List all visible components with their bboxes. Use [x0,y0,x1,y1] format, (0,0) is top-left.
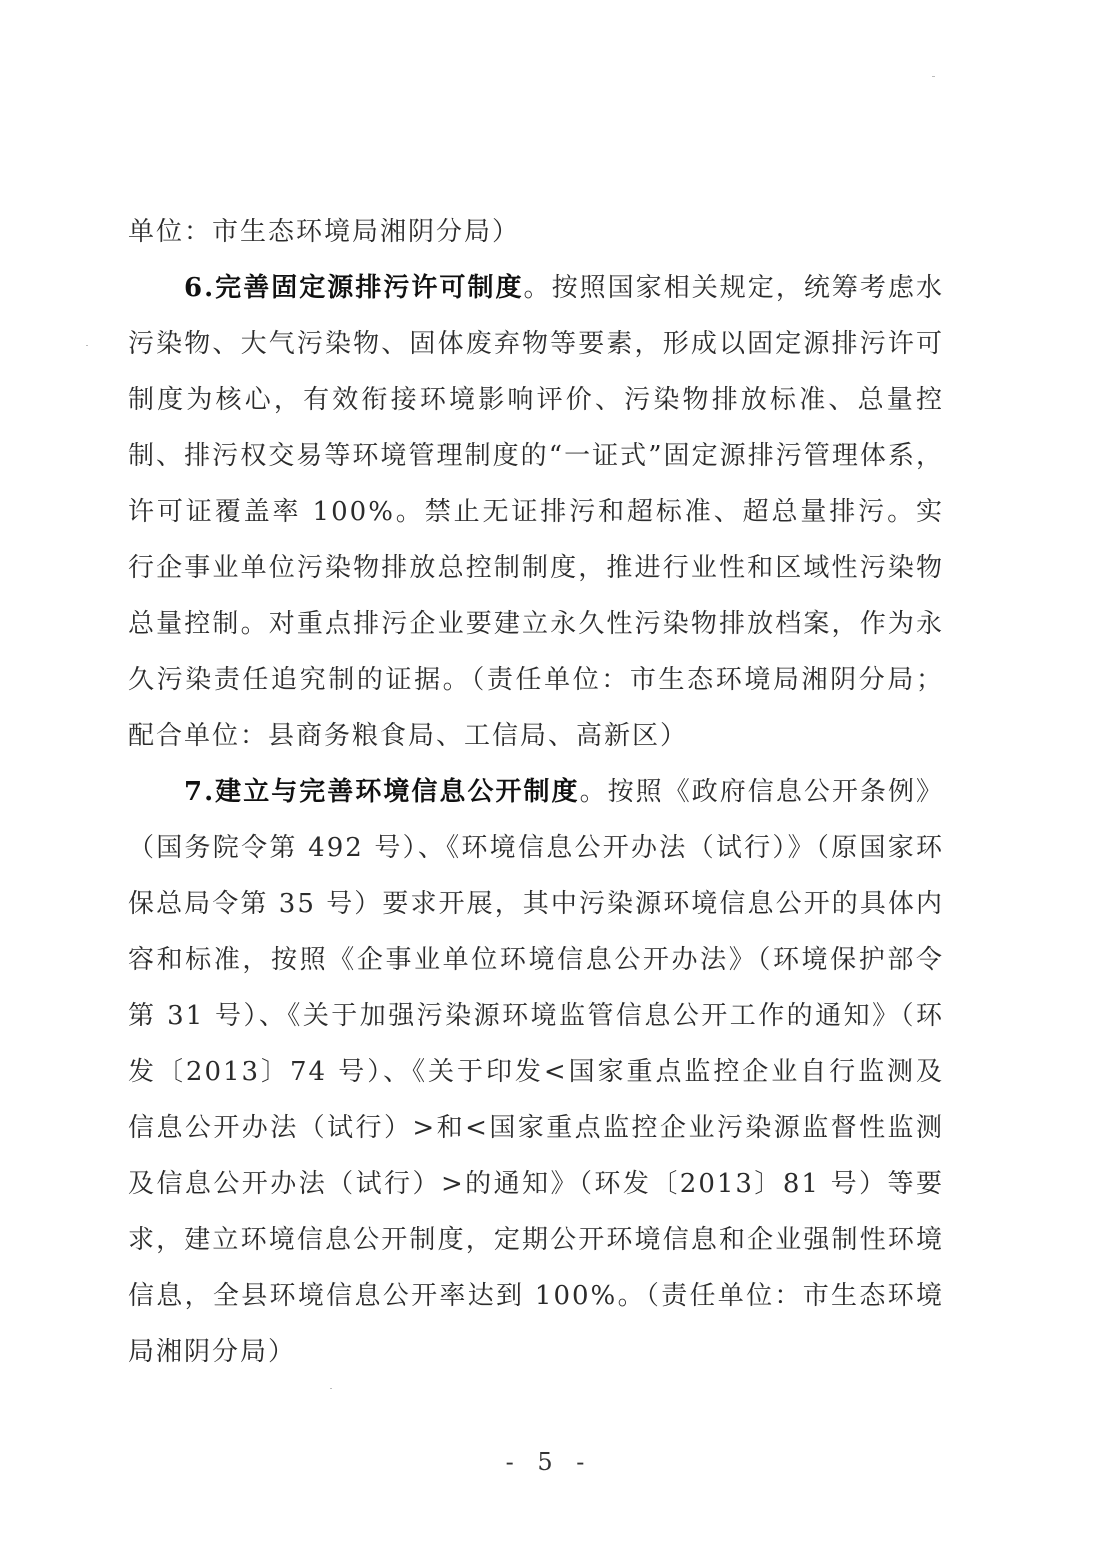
item-6-heading: 6.完善固定源排污许可制度 [184,273,524,303]
scan-speck [330,1388,332,1389]
item-7-body: 。按照《政府信息公开条例》（国务院令第 492 号）、《环境信息公开办法（试行）》（原国家环保总局令第 35 号）要求开展，其中污染源环境信息公开的具体内容和标准，按照《企事业单位环境信息公开办法》（环境保护部令第 31 号）、《关于加强污染源环境监管信息公开工作的通知》（环发〔2013〕74 号）、《关于印发<国家重点监控企业自行监测及信息公开办法（试行）>和<国家重点监控企业污染源监督性监测及信息公开办法（试行）>的通知》（环发〔2013〕81 号）等要求，建立环境信息公开制度，定期公开环境信息和企业强制性环境信息，全县环境信息公开率达到 100%。（责任单位：市生态环境局湘阴分局） [128,777,944,1367]
item-6-paragraph [128,260,944,764]
scan-speck [86,345,88,346]
page-number: - 5 - [505,1448,593,1476]
item-6-body: 。按照国家相关规定，统筹考虑水污染物、大气污染物、固体废弃物等要素，形成以固定源排污许可制度为核心，有效衔接环境影响评价、污染物排放标准、总量控制、排污权交易等环境管理制度的“一证式”固定源排污管理体系，许可证覆盖率 100%。禁止无证排污和超标准、超总量排污。实行企事业单位污染物排放总控制制度，推进行业性和区域性污染物总量控制。对重点排污企业要建立永久性污染物排放档案，作为永久污染责任追究制的证据。（责任单位：市生态环境局湘阴分局；配合单位：县商务粮食局、工信局、高新区） [128,273,944,751]
scan-speck [932,76,935,77]
body-text [128,204,944,1380]
continuation-paragraph: 单位：市生态环境局湘阴分局） [128,217,521,247]
item-7-paragraph [128,764,944,1380]
item-7-heading: 7.建立与完善环境信息公开制度 [184,777,580,807]
